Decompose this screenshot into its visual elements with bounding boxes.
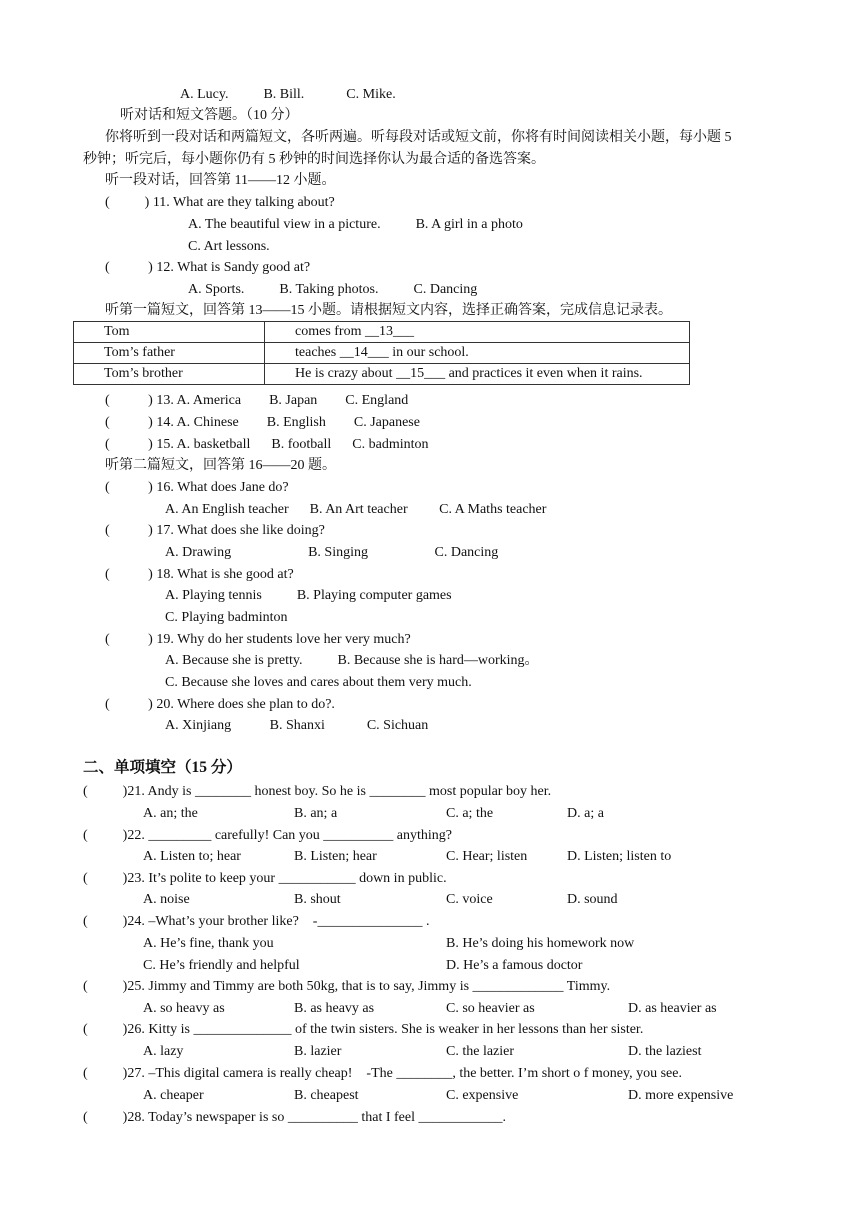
q25-option-c: C. so heavier as bbox=[446, 1001, 535, 1016]
dialogue-heading: 听一段对话，回答第 11——12 小题。 bbox=[105, 173, 336, 188]
table-cell: Tom bbox=[74, 322, 265, 343]
q23-option-b: B. shout bbox=[294, 892, 341, 907]
q21-option-d: D. a; a bbox=[567, 806, 604, 821]
q23-option-a: A. noise bbox=[143, 892, 190, 907]
q23-option-d: D. sound bbox=[567, 892, 618, 907]
q10-options: A. Lucy. B. Bill. C. Mike. bbox=[180, 87, 396, 102]
q28-stem: ( )28. Today’s newspaper is so __________ that I feel ____________. bbox=[83, 1110, 506, 1125]
instructions-line-1: 你将听到一段对话和两篇短文，各听两遍。听每段对话或短文前，你将有时间阅读相关小题，每小题 5 bbox=[105, 130, 732, 145]
table-cell: Tom’s brother bbox=[74, 364, 265, 385]
q18-options-2: C. Playing badminton bbox=[165, 610, 288, 625]
q27-option-a: A. cheaper bbox=[143, 1088, 204, 1103]
q25-option-b: B. as heavy as bbox=[294, 1001, 375, 1016]
q24-option-b: B. He’s doing his homework now bbox=[446, 936, 635, 951]
q25-option-a: A. so heavy as bbox=[143, 1001, 225, 1016]
q19-options-2: C. Because she loves and cares about them very much. bbox=[165, 675, 472, 690]
passage-2-heading: 听第二篇短文，回答第 16——20 题。 bbox=[105, 458, 336, 473]
q11-stem: ( ) 11. What are they talking about? bbox=[105, 195, 335, 210]
q26-option-a: A. lazy bbox=[143, 1044, 184, 1059]
q22-option-d: D. Listen; listen to bbox=[567, 849, 672, 864]
table-row bbox=[74, 322, 690, 343]
q24-stem: ( )24. –What’s your brother like? -_______________ . bbox=[83, 914, 430, 929]
q26-option-b: B. lazier bbox=[294, 1044, 342, 1059]
table-cell: teaches __14___ in our school. bbox=[265, 343, 690, 364]
q12-options: A. Sports. B. Taking photos. C. Dancing bbox=[188, 282, 478, 297]
q17-stem: ( ) 17. What does she like doing? bbox=[105, 523, 325, 538]
q11-options-1: A. The beautiful view in a picture. B. A girl in a photo bbox=[188, 217, 523, 232]
info-record-table bbox=[73, 321, 690, 385]
table-cell: He is crazy about __15___ and practices it even when it rains. bbox=[265, 364, 690, 385]
q23-stem: ( )23. It’s polite to keep your ___________ down in public. bbox=[83, 871, 447, 886]
q27-stem: ( )27. –This digital camera is really cheap! -The ________, the better. I’m short o f money, you see. bbox=[83, 1066, 682, 1081]
q24-option-a: A. He’s fine, thank you bbox=[143, 936, 274, 951]
section-2-heading: 二、单项填空（15 分） bbox=[83, 759, 242, 776]
q25-option-d: D. as heavier as bbox=[628, 1001, 717, 1016]
q26-option-c: C. the lazier bbox=[446, 1044, 515, 1059]
q21-option-a: A. an; the bbox=[143, 806, 198, 821]
table-row bbox=[74, 343, 690, 364]
passage-1-heading: 听第一篇短文，回答第 13——15 小题。请根据短文内容，选择正确答案，完成信息记录表。 bbox=[105, 303, 672, 318]
q21-option-c: C. a; the bbox=[446, 806, 494, 821]
q24-option-c: C. He’s friendly and helpful bbox=[143, 958, 300, 973]
q25-stem: ( )25. Jimmy and Timmy are both 50kg, that is to say, Jimmy is _____________ Timmy. bbox=[83, 979, 611, 994]
q20-options: A. Xinjiang B. Shanxi C. Sichuan bbox=[165, 718, 429, 733]
q24-option-d: D. He’s a famous doctor bbox=[446, 958, 583, 973]
q22-stem: ( )22. _________ carefully! Can you __________ anything? bbox=[83, 828, 452, 843]
q21-option-b: B. an; a bbox=[294, 806, 338, 821]
q16-stem: ( ) 16. What does Jane do? bbox=[105, 480, 289, 495]
q18-stem: ( ) 18. What is she good at? bbox=[105, 567, 294, 582]
q13: ( ) 13. A. America B. Japan C. England bbox=[105, 393, 409, 408]
q21-stem: ( )21. Andy is ________ honest boy. So he is ________ most popular boy her. bbox=[83, 784, 552, 799]
q15: ( ) 15. A. basketball B. football C. badminton bbox=[105, 437, 429, 452]
q27-option-b: B. cheapest bbox=[294, 1088, 359, 1103]
table-cell: Tom’s father bbox=[74, 343, 265, 364]
q23-option-c: C. voice bbox=[446, 892, 493, 907]
q18-options-1: A. Playing tennis B. Playing computer games bbox=[165, 588, 452, 603]
q22-option-c: C. Hear; listen bbox=[446, 849, 528, 864]
q26-option-d: D. the laziest bbox=[628, 1044, 702, 1059]
q27-option-d: D. more expensive bbox=[628, 1088, 734, 1103]
q19-stem: ( ) 19. Why do her students love her very much? bbox=[105, 632, 411, 647]
q17-options: A. Drawing B. Singing C. Dancing bbox=[165, 545, 499, 560]
q20-stem: ( ) 20. Where does she plan to do?. bbox=[105, 697, 335, 712]
q26-stem: ( )26. Kitty is ______________ of the twin sisters. She is weaker in her lessons than her sister. bbox=[83, 1022, 644, 1037]
q22-option-b: B. Listen; hear bbox=[294, 849, 377, 864]
q16-options: A. An English teacher B. An Art teacher C. A Maths teacher bbox=[165, 502, 547, 517]
q22-option-a: A. Listen to; hear bbox=[143, 849, 241, 864]
q19-options-1: A. Because she is pretty. B. Because she is hard—working。 bbox=[165, 653, 539, 668]
instructions-line-2: 秒钟；听完后，每小题你仍有 5 秒钟的时间选择你认为最合适的备选答案。 bbox=[83, 152, 545, 167]
q14: ( ) 14. A. Chinese B. English C. Japanese bbox=[105, 415, 420, 430]
table-row bbox=[74, 364, 690, 385]
q11-options-2: C. Art lessons. bbox=[188, 239, 270, 254]
q27-option-c: C. expensive bbox=[446, 1088, 519, 1103]
listening-section-title: 听对话和短文答题。（10 分） bbox=[120, 108, 299, 123]
table-cell: comes from __13___ bbox=[265, 322, 690, 343]
q12-stem: ( ) 12. What is Sandy good at? bbox=[105, 260, 311, 275]
